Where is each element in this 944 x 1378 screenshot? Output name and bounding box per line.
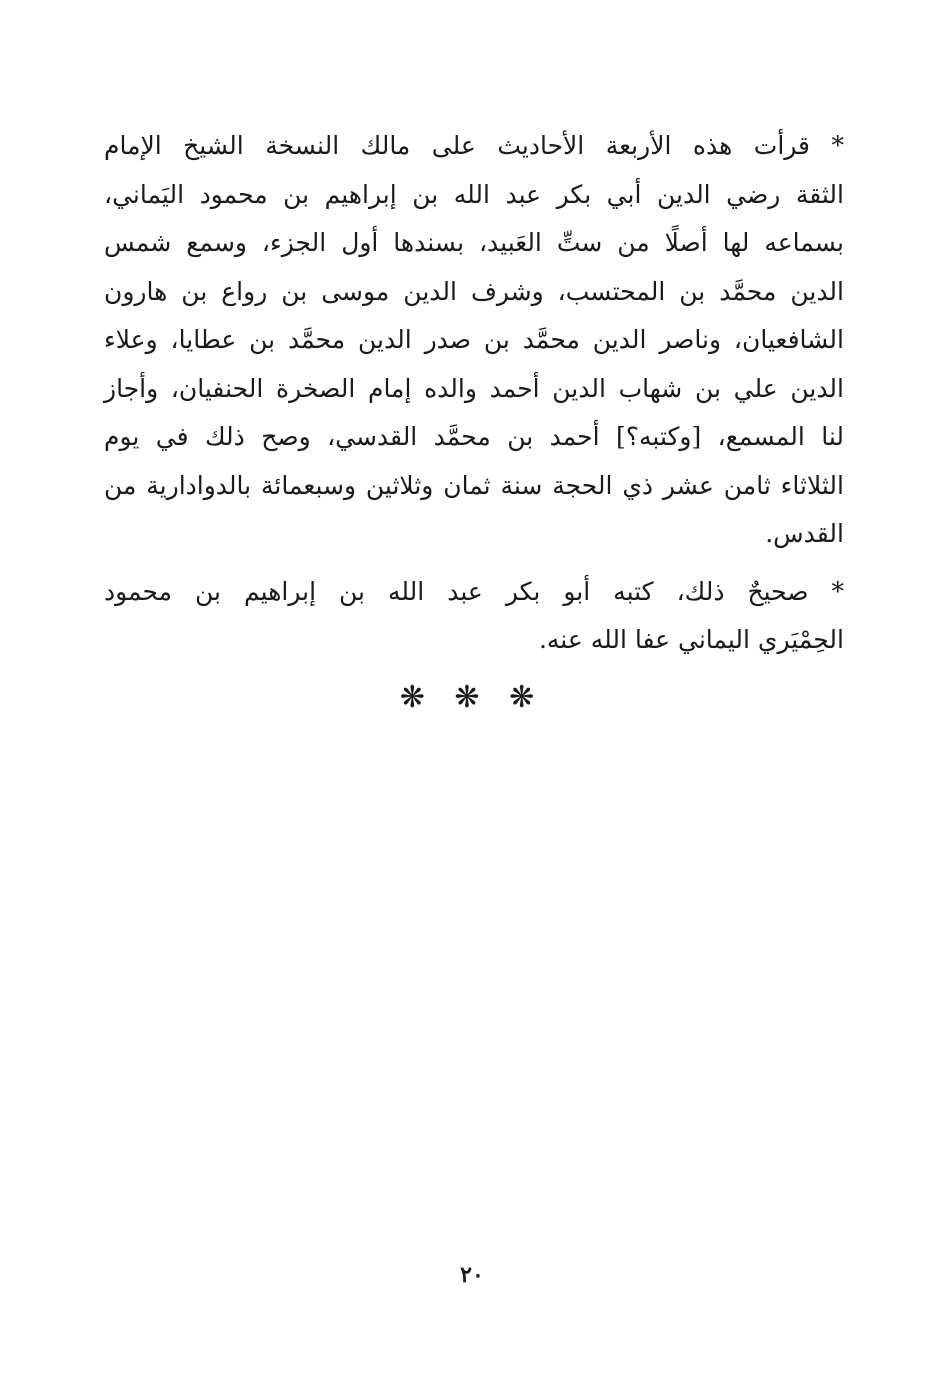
text-line: الشافعيان، وناصر الدين محمَّد بن صدر الدين محمَّد بن عطايا، وعلاء [104, 325, 844, 354]
text-line: * صحيحٌ ذلك، كتبه أبو بكر عبد الله بن إبراهيم بن محمود [104, 576, 844, 606]
text-line: الدين علي بن شهاب الدين أحمد والده إمام الصخرة الحنفيان، وأجاز [104, 373, 844, 403]
text-line: القدس. [765, 519, 844, 548]
text-line: الثقة رضي الدين أبي بكر عبد الله بن إبراهيم بن محمود اليَماني، [104, 179, 844, 209]
text-line: الثلاثاء ثامن عشر ذي الحجة سنة ثمان وثلاثين وسبعمائة بالدوادارية من [104, 470, 844, 500]
section-divider-ornament: ❋ ❋ ❋ [399, 680, 545, 715]
text-line: الدين محمَّد بن المحتسب، وشرف الدين موسى بن رواع بن هارون [104, 276, 844, 306]
paragraph-reading-record [104, 122, 844, 559]
page-number: ٢٠ [460, 1262, 484, 1288]
text-line: * قرأت هذه الأربعة الأحاديث على مالك النسخة الشيخ الإمام [104, 131, 844, 160]
body-text [104, 122, 844, 665]
paragraph-attestation [104, 568, 844, 665]
text-line: الحِمْيَري اليماني عفا الله عنه. [538, 625, 844, 654]
text-line: بسماعه لها أصلًا من ستِّ العَبيد، بسندها أول الجزء، وسمع شمس [104, 228, 844, 257]
text-line: لنا المسمع، [وكتبه؟] أحمد بن محمَّد القدسي، وصح ذلك في يوم [104, 422, 844, 451]
